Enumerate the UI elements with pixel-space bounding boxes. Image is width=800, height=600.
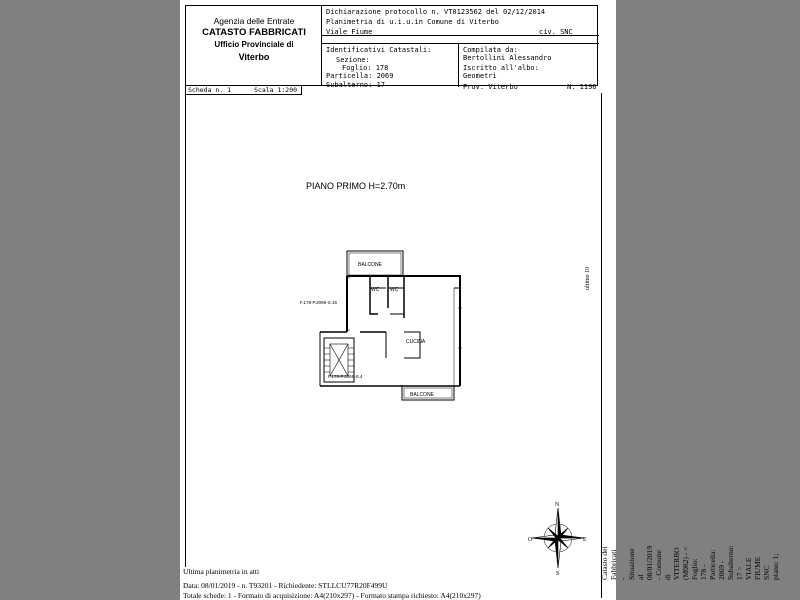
address-text: Viale Fiume — [326, 28, 373, 36]
subalterno-text: Subalterno: 17 — [326, 81, 386, 89]
iscritto-label: Iscritto all'albo: — [463, 64, 539, 72]
scheda-text: Scheda n. 1 — [188, 86, 232, 94]
room-cucina: CUCINA — [406, 339, 426, 345]
room-balcone-bottom: BALCONE — [410, 392, 434, 398]
compass-n: N — [555, 502, 560, 508]
room-balcone-top: BALCONE — [358, 262, 382, 268]
room-wc-1: WC — [371, 287, 380, 293]
cadastral-sheet — [180, 0, 780, 600]
agency-catasto: CATASTO FABBRICATI — [202, 27, 306, 38]
compass-o: O — [528, 537, 533, 543]
floor-title: PIANO PRIMO H=2.70m — [306, 181, 406, 191]
compilata-label: Compilata da: — [463, 46, 518, 54]
planimetria-text: Planimetria di u.i.u.in Comune di Viterbo — [326, 18, 499, 26]
agency-city: Viterbo — [238, 52, 270, 62]
dichiarazione-text: Dichiarazione protocollo n. VT0123562 del 02/12/2014 — [326, 8, 546, 16]
iscritto-value: Geometri — [463, 72, 497, 80]
frame-right-border — [601, 93, 602, 598]
declaration-box — [321, 5, 598, 91]
compass-e: E — [583, 537, 587, 543]
footer — [183, 567, 481, 600]
side-info — [600, 545, 780, 580]
side-info-line1: Catasto dei Fabbricati - Situazione al 08/01/2019 - Comune di VITERBO (M082) - < Foglio: 178 - Particella: 2069 - Subalterno: 17 > — [600, 545, 744, 580]
compass-s: S — [556, 571, 560, 576]
agency-name: Agenzia delle Entrate — [213, 16, 295, 26]
sezione-text: Sezione: — [336, 56, 370, 64]
compass-rose-icon — [528, 500, 588, 576]
footer-line1: Ultima planimetria in atti — [183, 567, 260, 576]
floor-plan — [300, 248, 464, 404]
footer-line3: Totale schede: 1 - Formato di acquisizione: A4(210x297) - Formato stampa richiesto: A4(210x297) — [183, 591, 481, 600]
agency-box — [185, 5, 321, 86]
side-info-line2: VIALE FIUME SNC piano: 1; — [744, 553, 780, 580]
numero-text: N. 1196 — [567, 83, 597, 91]
room-wc-2: WC — [390, 287, 399, 293]
agency-office: Ufficio Provinciale di — [214, 40, 294, 49]
identifiers-row — [322, 44, 599, 91]
scale-mark: ultimo 10 — [585, 266, 591, 290]
particella-text: Particella: 2069 — [326, 72, 394, 80]
footer-line2: Data: 08/01/2019 - n. T93201 - Richiedente: STLLCU77R20F499U — [183, 581, 388, 590]
ref-top: F.178-P.2069-S.16 — [300, 300, 337, 305]
prov-text: Prov. Viterbo — [463, 83, 518, 91]
identificativi-label: Identificativi Catastali: — [326, 46, 432, 54]
civ-text: civ. SNC — [539, 28, 573, 36]
foglio-text: Foglio: 178 — [342, 64, 389, 72]
ref-bottom: F.178-P.2069-S.4 — [328, 374, 363, 379]
compilata-name: Bertollini Alessandro — [463, 54, 552, 62]
scala-text: Scala 1:200 — [254, 86, 298, 94]
address-row — [322, 28, 599, 44]
